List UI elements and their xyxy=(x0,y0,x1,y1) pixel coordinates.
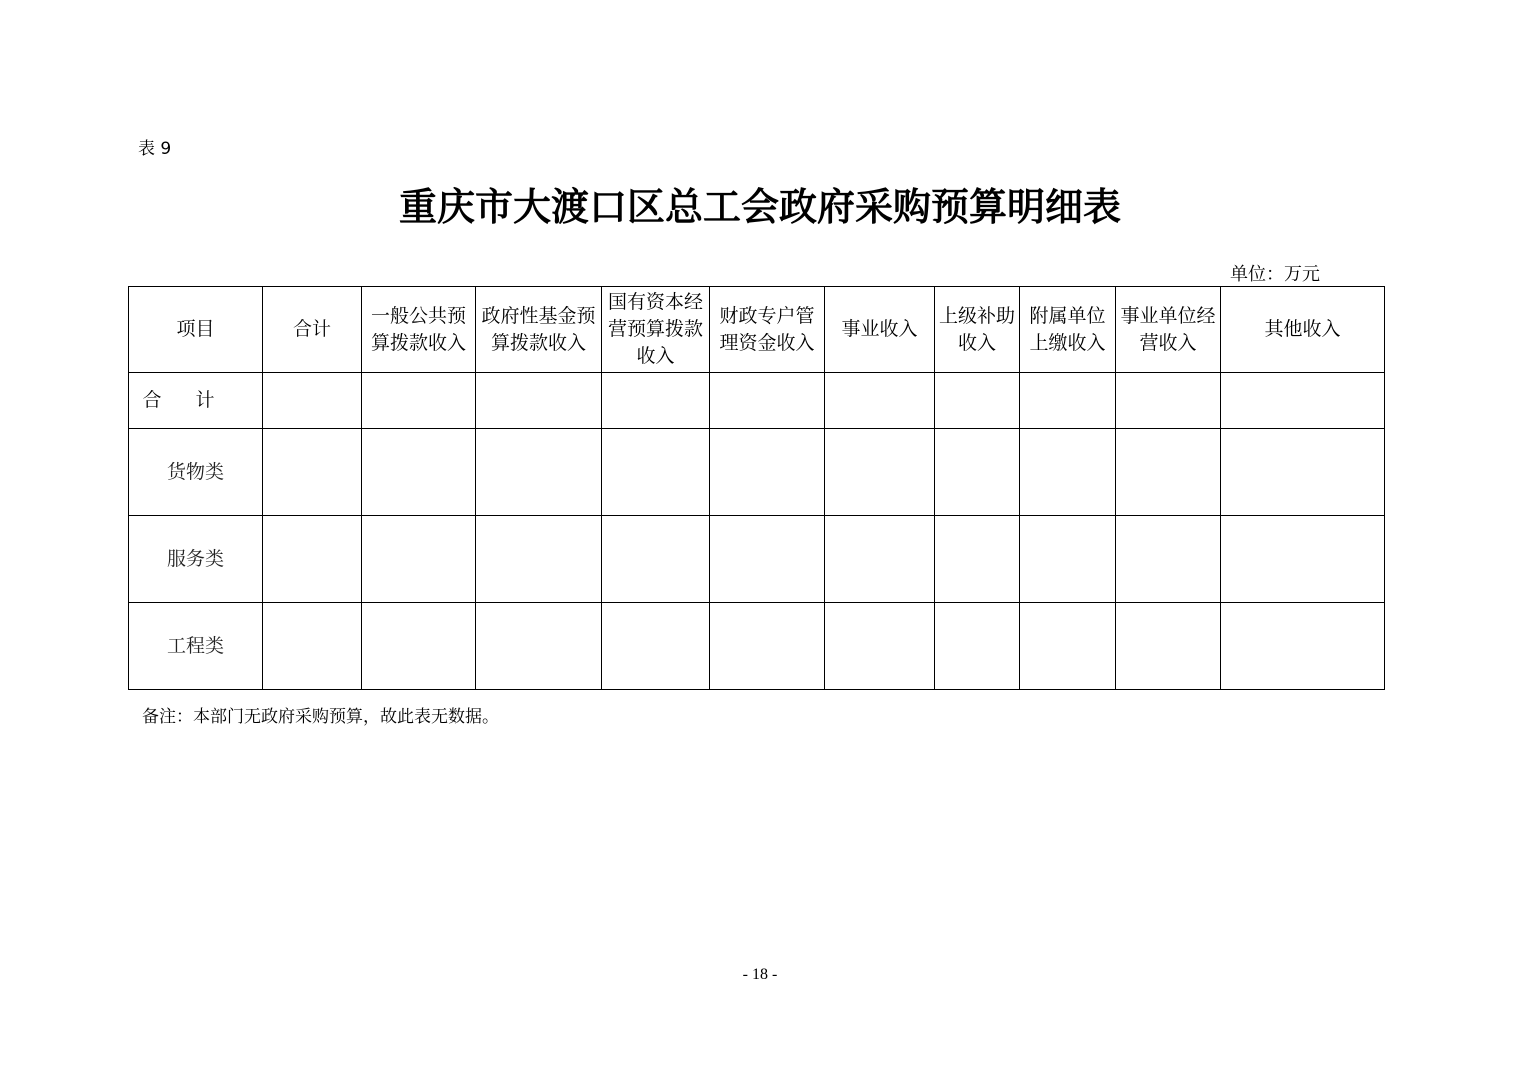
table-cell xyxy=(476,603,602,690)
table-cell xyxy=(825,603,935,690)
table-cell xyxy=(602,373,710,429)
table-cell xyxy=(825,516,935,603)
table-cell xyxy=(1221,603,1385,690)
table-cell xyxy=(602,516,710,603)
row-label-engineering: 工程类 xyxy=(129,603,263,690)
procurement-budget-table xyxy=(128,286,1385,690)
table-cell xyxy=(710,603,825,690)
table-cell xyxy=(263,603,362,690)
table-cell xyxy=(1020,516,1116,603)
table-header-row xyxy=(129,287,1385,373)
table-cell xyxy=(362,603,476,690)
table-cell xyxy=(1020,603,1116,690)
table-cell xyxy=(935,373,1020,429)
header-state-capital-budget: 国有资本经营预算拨款收入 xyxy=(602,287,710,373)
header-affiliate-payment: 附属单位上缴收入 xyxy=(1020,287,1116,373)
table-cell xyxy=(935,516,1020,603)
table-cell xyxy=(710,373,825,429)
table-cell xyxy=(935,429,1020,516)
header-total: 合计 xyxy=(263,287,362,373)
remark-note: 备注：本部门无政府采购预算，故此表无数据。 xyxy=(142,707,499,727)
table-row-goods xyxy=(129,429,1385,516)
header-business-income: 事业收入 xyxy=(825,287,935,373)
table-row-engineering xyxy=(129,603,1385,690)
header-gov-fund-budget: 政府性基金预算拨款收入 xyxy=(476,287,602,373)
table-cell xyxy=(602,429,710,516)
document-title: 重庆市大渡口区总工会政府采购预算明细表 xyxy=(398,185,1121,229)
table-row-total xyxy=(129,373,1385,429)
header-special-account: 财政专户管理资金收入 xyxy=(710,287,825,373)
table-cell xyxy=(263,516,362,603)
row-label-total: 合计 xyxy=(129,373,263,429)
header-superior-subsidy: 上级补助收入 xyxy=(935,287,1020,373)
table-cell xyxy=(935,603,1020,690)
header-item: 项目 xyxy=(129,287,263,373)
table-cell xyxy=(1020,429,1116,516)
header-operating-income: 事业单位经营收入 xyxy=(1116,287,1221,373)
table-cell xyxy=(476,429,602,516)
table-cell xyxy=(825,373,935,429)
table-cell xyxy=(1221,516,1385,603)
table-cell xyxy=(1221,373,1385,429)
table-cell xyxy=(710,516,825,603)
header-general-budget: 一般公共预算拨款收入 xyxy=(362,287,476,373)
table-cell xyxy=(263,373,362,429)
unit-label: 单位：万元 xyxy=(1230,264,1320,285)
table-cell xyxy=(476,373,602,429)
table-cell xyxy=(263,429,362,516)
table-cell xyxy=(362,429,476,516)
table-row-services xyxy=(129,516,1385,603)
table-cell xyxy=(825,429,935,516)
header-other-income: 其他收入 xyxy=(1221,287,1385,373)
table-cell xyxy=(1221,429,1385,516)
table-cell xyxy=(1116,429,1221,516)
table-cell xyxy=(1116,516,1221,603)
row-label-goods: 货物类 xyxy=(129,429,263,516)
table-cell xyxy=(710,429,825,516)
row-label-services: 服务类 xyxy=(129,516,263,603)
table-cell xyxy=(1116,603,1221,690)
table-cell xyxy=(602,603,710,690)
table-cell xyxy=(362,373,476,429)
table-number: 表 9 xyxy=(138,139,172,159)
table-cell xyxy=(1116,373,1221,429)
table-cell xyxy=(362,516,476,603)
page-number: - 18 - xyxy=(742,966,778,983)
table-cell xyxy=(476,516,602,603)
table-cell xyxy=(1020,373,1116,429)
